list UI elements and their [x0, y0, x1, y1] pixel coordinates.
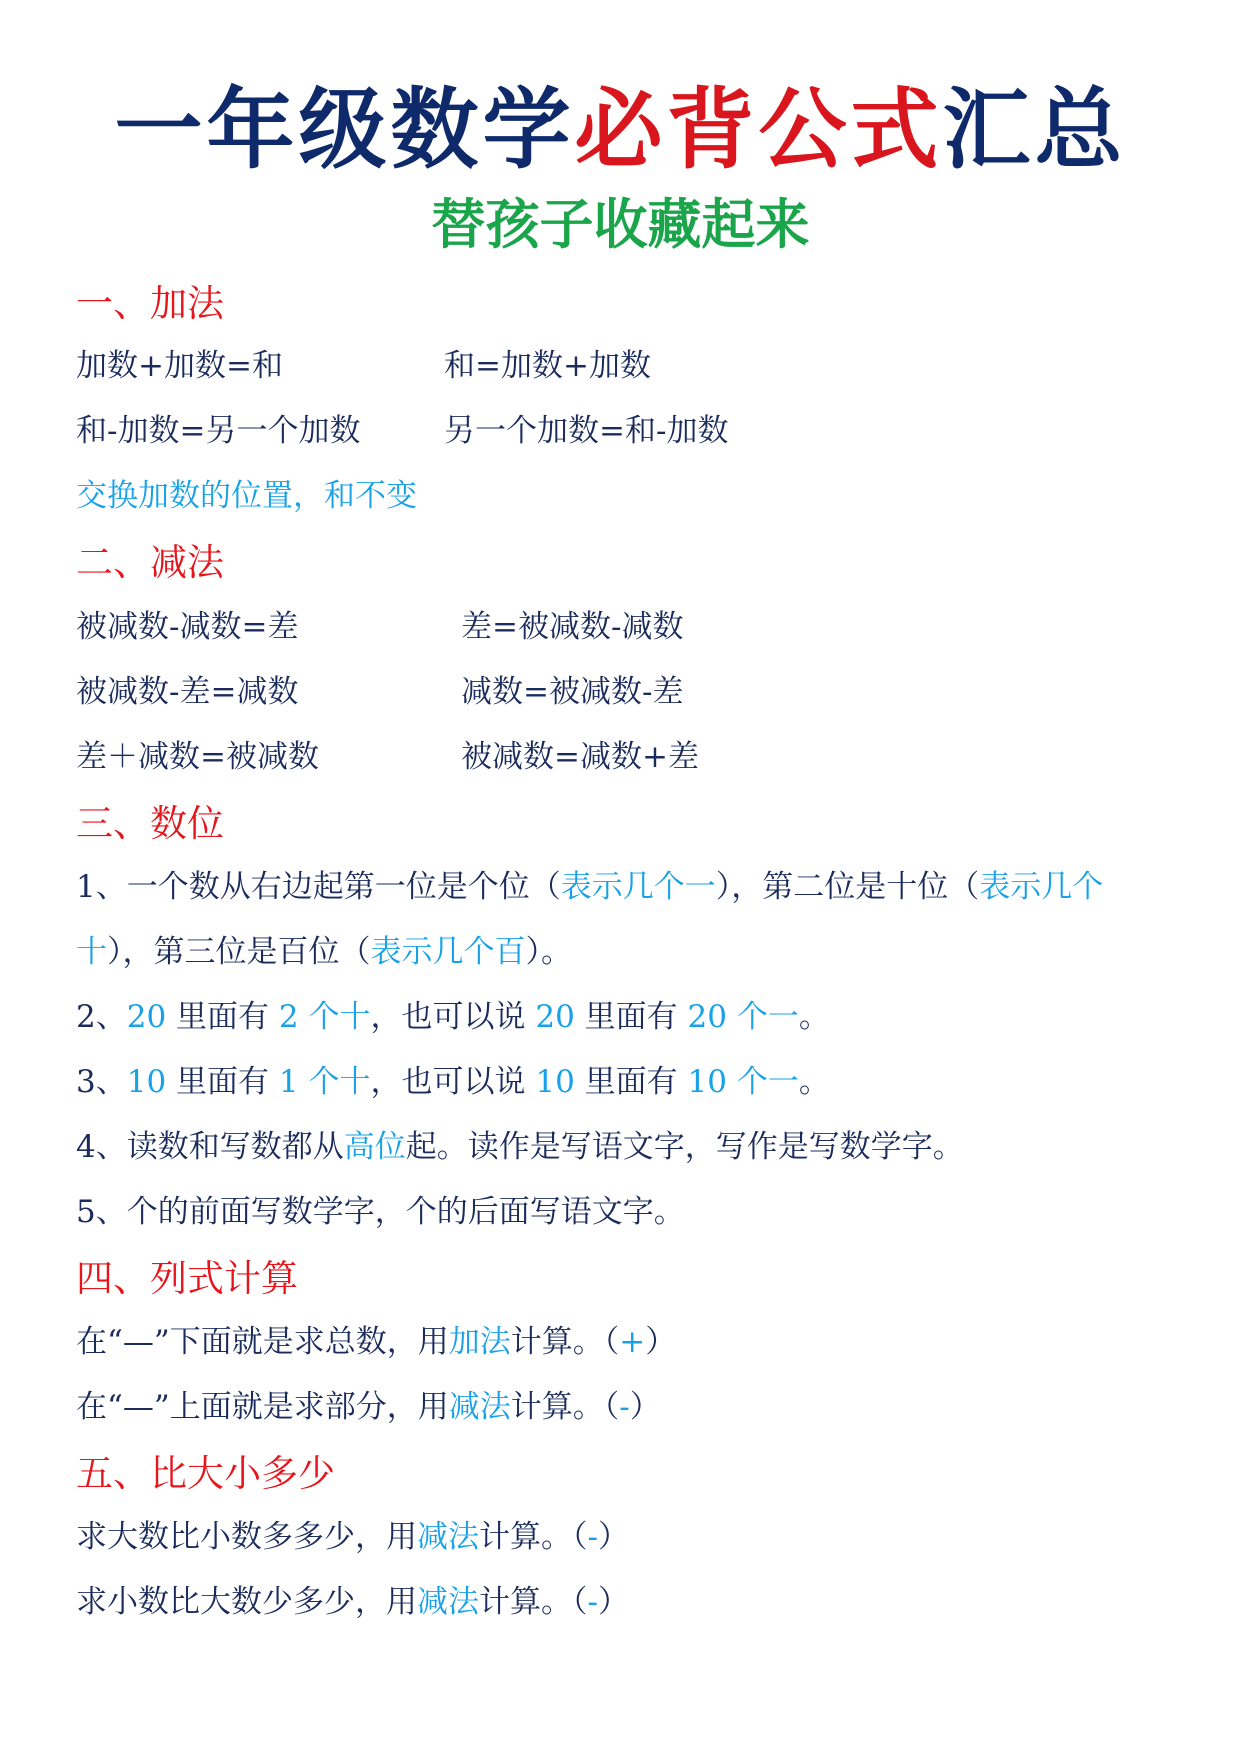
text: 计算。（ — [510, 1324, 620, 1360]
section-heading-place-value: 三、数位 — [76, 802, 224, 845]
formula-left: 被减数-减数=差 — [76, 609, 299, 645]
highlight: 20 — [126, 999, 167, 1035]
text: 里面有 — [166, 1064, 279, 1100]
text: 里面有 — [574, 999, 688, 1035]
page-subtitle: 替孩子收藏起来 — [431, 192, 810, 256]
calc-line-2 — [76, 1387, 661, 1427]
section-heading-calc: 四、列式计算 — [76, 1257, 298, 1300]
text: 1、一个数从右边起第一位是个位（ — [76, 869, 561, 905]
formula-row — [76, 672, 684, 712]
highlight: + — [619, 1324, 646, 1360]
page-title — [0, 80, 1241, 180]
highlight: 10 — [126, 1064, 167, 1100]
title-part-2: 必背公式 — [574, 78, 943, 181]
highlight: - — [587, 1584, 598, 1620]
text: 在“—”下面就是求总数，用 — [76, 1324, 449, 1360]
addition-tip: 交换加数的位置，和不变 — [76, 478, 417, 514]
paragraph-1-continued — [76, 932, 572, 972]
highlight: 减法 — [448, 1389, 511, 1425]
text: 2、 — [76, 999, 127, 1035]
highlight: 减法 — [417, 1584, 479, 1620]
text: ），第二位是十位（ — [715, 869, 980, 905]
text: 计算。（ — [510, 1389, 620, 1425]
text: 在“—”上面就是求部分，用 — [76, 1389, 449, 1425]
formula-right: 被减数=减数+差 — [461, 739, 699, 775]
text: 求大数比小数多多少，用 — [76, 1519, 417, 1555]
section-heading-subtraction: 二、减法 — [76, 541, 224, 584]
paragraph-2 — [76, 997, 830, 1037]
formula-right: 差=被减数-减数 — [461, 609, 684, 645]
highlight: 1 个十 — [278, 1064, 371, 1100]
paragraph-3 — [76, 1062, 830, 1102]
highlight: 2 个十 — [278, 999, 371, 1035]
formula-left: 和-加数=另一个加数 — [76, 413, 361, 449]
highlight: 减法 — [417, 1519, 479, 1555]
compare-line-1 — [76, 1517, 629, 1557]
formula-left: 加数+加数=和 — [76, 348, 283, 384]
text: 起。读作是写语文字，写作是写数学字。 — [405, 1129, 964, 1165]
highlight: - — [619, 1389, 630, 1425]
compare-line-2 — [76, 1582, 629, 1622]
highlight: - — [587, 1519, 598, 1555]
paragraph-4 — [76, 1127, 964, 1167]
text: 求小数比大数少多少，用 — [76, 1584, 417, 1620]
highlight: 20 — [535, 999, 575, 1035]
highlight: 十 — [76, 934, 107, 970]
highlight: 表示几个百 — [370, 934, 526, 970]
formula-right: 减数=被减数-差 — [461, 674, 684, 710]
highlight: 表示几个 — [979, 869, 1104, 905]
text: 计算。（ — [479, 1584, 588, 1620]
text: ），第三位是百位（ — [107, 934, 371, 970]
highlight: 10 个一 — [687, 1064, 799, 1100]
highlight: 10 — [535, 1064, 575, 1100]
calc-line-1 — [76, 1322, 676, 1362]
text: ，也可以说 — [370, 1064, 536, 1100]
highlight: 表示几个一 — [560, 869, 716, 905]
formula-row — [76, 737, 699, 777]
text: ） — [597, 1519, 629, 1555]
text: 4、读数和写数都从 — [76, 1129, 344, 1165]
text: 3、 — [76, 1064, 127, 1100]
formula-right: 和=加数+加数 — [444, 348, 651, 384]
formula-row — [76, 607, 684, 647]
formula-row — [76, 346, 651, 386]
section-heading-compare: 五、比大小多少 — [76, 1452, 335, 1495]
text: ，也可以说 — [370, 999, 536, 1035]
title-part-1: 一年级数学 — [114, 78, 575, 181]
title-part-3: 汇总 — [942, 78, 1127, 181]
highlight: 加法 — [448, 1324, 511, 1360]
text: ）。 — [525, 934, 572, 970]
highlight: 高位 — [343, 1129, 406, 1165]
text: 。 — [798, 1064, 830, 1100]
text: ） — [629, 1389, 661, 1425]
text: 里面有 — [574, 1064, 688, 1100]
formula-left: 被减数-差=减数 — [76, 674, 299, 710]
text: 里面有 — [166, 999, 279, 1035]
text: ） — [645, 1324, 677, 1360]
text: 。 — [798, 999, 830, 1035]
highlight: 20 个一 — [687, 999, 799, 1035]
formula-row — [76, 411, 729, 451]
paragraph-1 — [76, 867, 1103, 907]
text: 计算。（ — [479, 1519, 588, 1555]
text: ） — [597, 1584, 629, 1620]
formula-left: 差＋减数=被减数 — [76, 739, 319, 775]
formula-right: 另一个加数=和-加数 — [444, 413, 729, 449]
section-heading-addition: 一、加法 — [76, 282, 224, 325]
paragraph-5: 5、个的前面写数学字，个的后面写语文字。 — [76, 1194, 685, 1230]
